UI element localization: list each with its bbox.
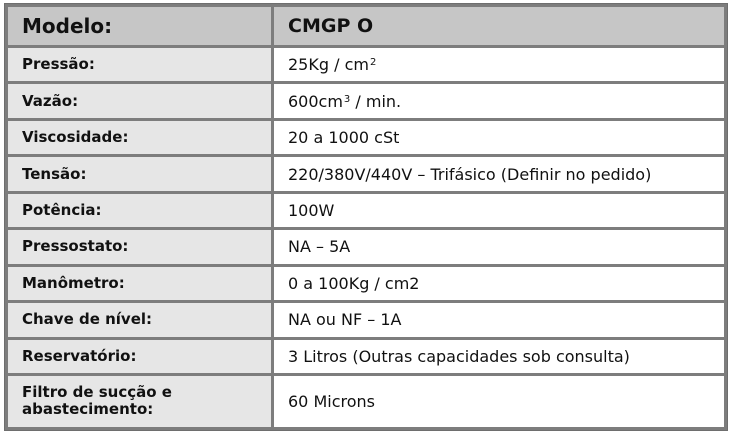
- superscript: 3: [343, 93, 351, 105]
- row-value-pressao: 25Kg / cm $^2$: [274, 48, 724, 81]
- row-value-tensao: 220/380V/440V – Trifásico (Definir no pedido): [274, 157, 724, 190]
- row-value-reservatorio: 3 Litros (Outras capacidades sob consulta): [274, 340, 724, 373]
- row-value-potencia: 100W: [274, 194, 724, 227]
- row-label-reservatorio: Reservatório:: [8, 340, 271, 373]
- row-label-vazao: Vazão:: [8, 84, 271, 117]
- row-value-viscosidade: 20 a 1000 cSt: [274, 121, 724, 154]
- row-label-filtro: Filtro de sucção e abastecimento:: [8, 376, 271, 427]
- row-label-potencia: Potência:: [8, 194, 271, 227]
- header-label: Modelo:: [8, 7, 271, 45]
- row-value-vazao: 600cm $^3$ / min.: [274, 84, 724, 117]
- row-label-viscosidade: Viscosidade:: [8, 121, 271, 154]
- row-label-pressao: Pressão:: [8, 48, 271, 81]
- row-label-tensao: Tensão:: [8, 157, 271, 190]
- row-label-pressostato: Pressostato:: [8, 230, 271, 263]
- superscript: 2: [369, 57, 377, 69]
- row-label-manometro: Manômetro:: [8, 267, 271, 300]
- row-label-chave-nivel: Chave de nível:: [8, 303, 271, 336]
- row-value-manometro: 0 a 100Kg / cm2: [274, 267, 724, 300]
- row-value-chave-nivel: NA ou NF – 1A: [274, 303, 724, 336]
- row-value-pressostato: NA – 5A: [274, 230, 724, 263]
- header-value: CMGP O: [274, 7, 724, 45]
- row-value-filtro: 60 Microns: [274, 376, 724, 427]
- spec-table: [4, 3, 728, 431]
